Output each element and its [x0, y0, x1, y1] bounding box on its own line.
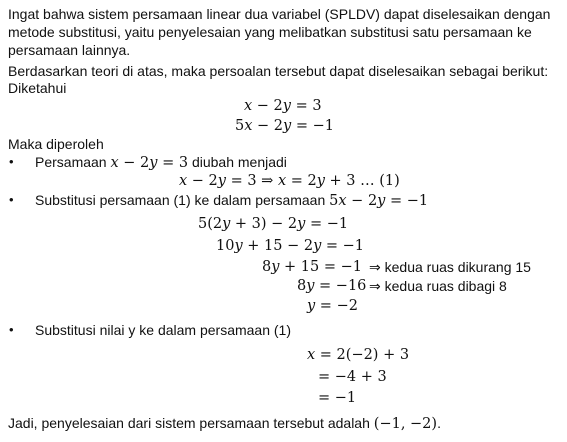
- derived-label: Maka diperoleh: [8, 136, 104, 152]
- step-1: 5(2y + 3) − 2y = −1: [198, 216, 349, 232]
- conclusion: Jadi, penyelesaian dari sistem persamaan tersebut adalah (−1, −2).: [8, 415, 441, 432]
- bullet-3-text: Substitusi nilai y ke dalam persamaan (1): [35, 322, 292, 338]
- step-3: 8y + 15 = −1: [262, 259, 362, 275]
- step-4-note: ⇒ kedua ruas dibagi 8: [369, 278, 507, 294]
- intro-line-1: Ingat bahwa sistem persamaan linear dua variabel (SPLDV) dapat diselesaikan dengan: [8, 6, 551, 22]
- subst-step-3: = −1: [318, 390, 357, 406]
- bullet-3-marker: •: [9, 322, 14, 337]
- given-label: Diketahui: [8, 80, 67, 96]
- intro-line-4: Berdasarkan teori di atas, maka persoalan tersebut dapat diselesaikan sebagai berikut:: [8, 63, 549, 79]
- step-4: 8y = −16: [297, 278, 367, 294]
- given-equation-1: x − 2y = 3: [244, 98, 322, 114]
- bullet-2-text: Substitusi persamaan (1) ke dalam persamaan 5x − 2y = −1: [35, 192, 429, 209]
- given-equation-2: 5x − 2y = −1: [235, 118, 334, 134]
- bullet-1-text: Persamaan x − 2y = 3 diubah menjadi: [35, 154, 287, 171]
- bullet-1-result: x − 2y = 3 ⇒ x = 2y + 3 … (1): [179, 173, 400, 189]
- intro-line-2: metode substitusi, yaitu penyelesaian yang melibatkan substitusi satu persamaan ke: [8, 24, 532, 40]
- step-3-note: ⇒ kedua ruas dikurang 15: [369, 259, 531, 275]
- step-2: 10y + 15 − 2y = −1: [216, 238, 365, 254]
- subst-step-1: x = 2(−2) + 3: [307, 347, 410, 363]
- bullet-2-marker: •: [9, 192, 14, 207]
- bullet-1-marker: •: [9, 154, 14, 169]
- subst-step-2: = −4 + 3: [318, 369, 387, 385]
- intro-line-3: persamaan lainnya.: [8, 42, 131, 58]
- conclusion-value: (−1, −2): [373, 416, 438, 432]
- step-5: y = −2: [307, 298, 358, 314]
